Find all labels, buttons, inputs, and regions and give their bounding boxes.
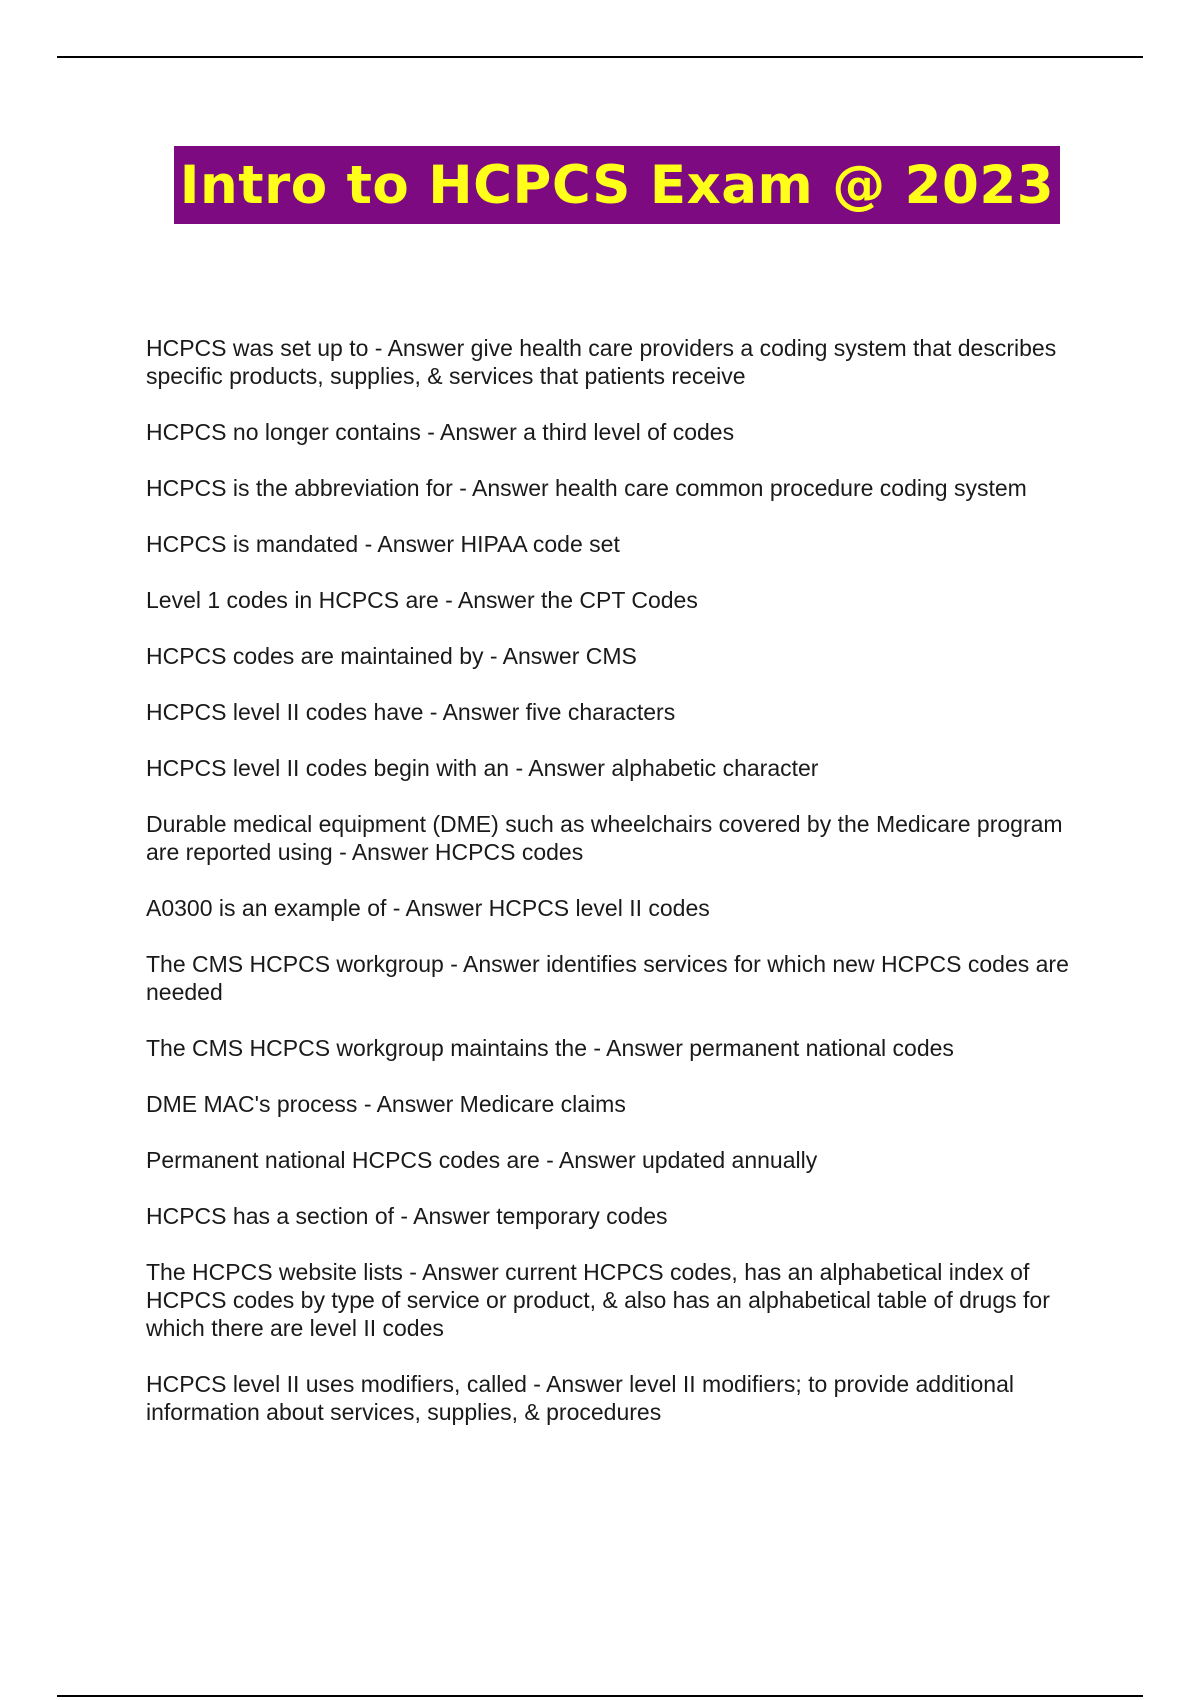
qa-item: HCPCS is mandated - Answer HIPAA code set — [146, 531, 620, 557]
qa-item: HCPCS level II codes have - Answer five characters — [146, 699, 676, 725]
qa-item: The CMS HCPCS workgroup - Answer identifies services for which new HCPCS codes are needed — [146, 951, 1069, 1005]
qa-item: Permanent national HCPCS codes are - Answer updated annually — [146, 1147, 818, 1173]
qa-item: A0300 is an example of - Answer HCPCS level II codes — [146, 895, 710, 921]
qa-item: The CMS HCPCS workgroup maintains the - Answer permanent national codes — [146, 1035, 954, 1061]
qa-list — [146, 334, 1086, 1454]
bottom-divider — [57, 1695, 1143, 1697]
qa-item: The HCPCS website lists - Answer current HCPCS codes, has an alphabetical index of HCPCS codes by type of service or product, & also has an alphabetical table of drugs for which there are level II codes — [146, 1259, 1050, 1341]
qa-item: Level 1 codes in HCPCS are - Answer the CPT Codes — [146, 587, 698, 613]
page-title: Intro to HCPCS Exam @ 2023 — [179, 154, 1055, 216]
qa-item: HCPCS was set up to - Answer give health care providers a coding system that describes specific products, supplies, & services that patients receive — [146, 335, 1057, 389]
qa-item: DME MAC's process - Answer Medicare claims — [146, 1091, 626, 1117]
top-divider — [57, 56, 1143, 58]
qa-item: HCPCS is the abbreviation for - Answer health care common procedure coding system — [146, 475, 1027, 501]
qa-item: HCPCS has a section of - Answer temporary codes — [146, 1203, 668, 1229]
qa-item: HCPCS level II codes begin with an - Answer alphabetic character — [146, 755, 819, 781]
qa-item: HCPCS codes are maintained by - Answer CMS — [146, 643, 637, 669]
qa-item: Durable medical equipment (DME) such as wheelchairs covered by the Medicare program are reported using - Answer HCPCS codes — [146, 811, 1063, 865]
title-banner — [174, 146, 1060, 224]
qa-item: HCPCS level II uses modifiers, called - Answer level II modifiers; to provide additional information about services, supplies, & procedures — [146, 1371, 1014, 1425]
qa-item: HCPCS no longer contains - Answer a third level of codes — [146, 419, 735, 445]
